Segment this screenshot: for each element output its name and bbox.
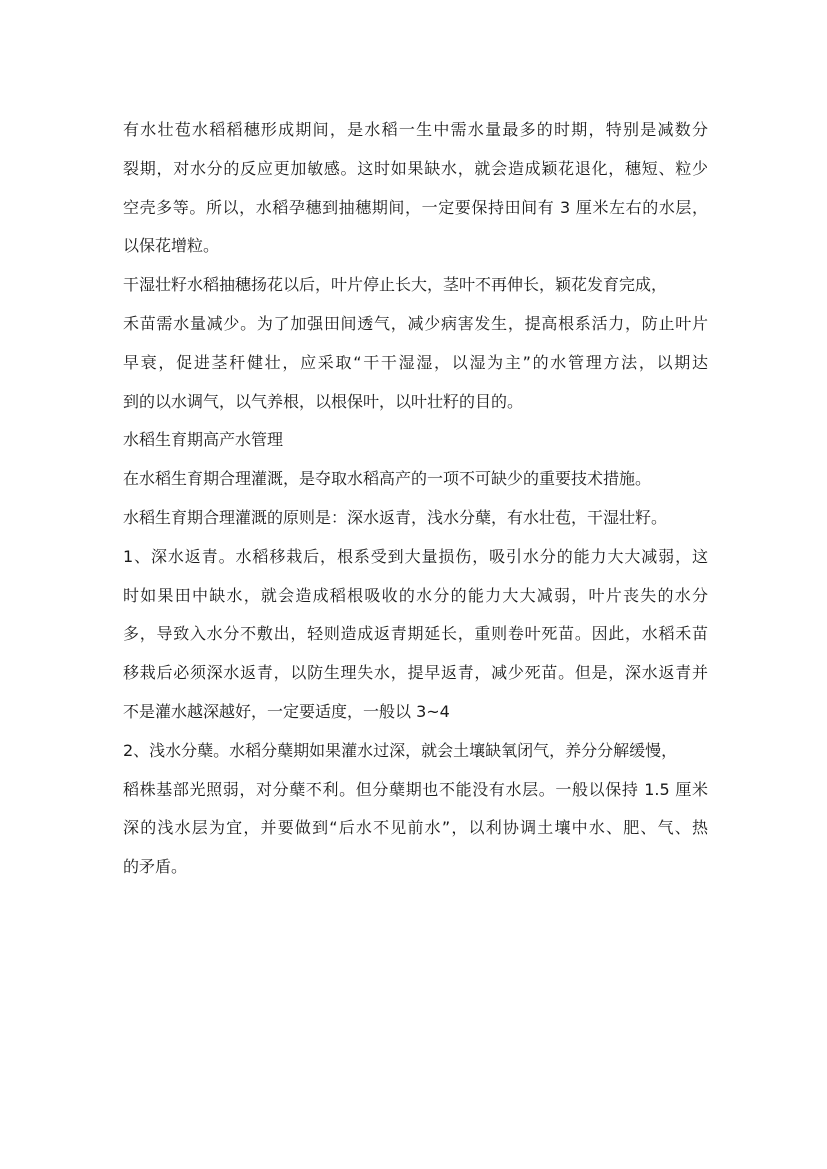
document-body — [123, 116, 708, 892]
text-line: 禾苗需水量减少。为了加强田间透气，减少病害发生，提高根系活力，防止叶片 — [123, 313, 708, 333]
text-line: 的矛盾。 — [123, 857, 188, 877]
text-line: 到的以水调气，以气养根，以根保叶，以叶壮籽的目的。 — [123, 391, 524, 411]
text-line: 有水壮苞水稻稻穗形成期间，是水稻一生中需水量最多的时期，特别是减数分 — [123, 120, 708, 139]
text-line: 水稻生育期合理灌溉的原则是：深水返青，浅水分蘖，有水壮苞，干湿壮籽。 — [123, 507, 668, 527]
text-line: 不是灌水越深越好，一定要适度，一般以 3~4 — [123, 701, 450, 721]
text-line: 以保花增粒。 — [123, 236, 220, 256]
text-line: 移栽后必须深水返青，以防生理失水，提早返青，减少死苗。但是，深水返青并 — [123, 663, 708, 683]
text-line: 稻株基部光照弱，对分蘖不利。但分蘖期也不能没有水层。一般以保持 1.5 厘米 — [123, 779, 708, 799]
section-heading: 水稻生育期高产水管理 — [123, 430, 284, 450]
text-line: 深的浅水层为宜，并要做到“后水不见前水”，以利协调土壤中水、肥、气、热 — [123, 818, 708, 838]
text-line: 2、浅水分蘖。水稻分蘖期如果灌水过深，就会土壤缺氧闭气，养分分解缓慢， — [123, 740, 678, 760]
text-line: 多，导致入水分不敷出，轻则造成返青期延长，重则卷叶死苗。因此，水稻禾苗 — [123, 624, 708, 644]
text-line: 干湿壮籽水稻抽穗扬花以后，叶片停止长大，茎叶不再伸长，颖花发育完成， — [123, 275, 668, 295]
text-line: 1、深水返青。水稻移栽后，根系受到大量损伤，吸引水分的能力大大减弱，这 — [123, 546, 708, 566]
text-line: 空壳多等。所以，水稻孕穗到抽穗期间，一定要保持田间有 3 厘米左右的水层， — [123, 197, 708, 217]
text-line: 裂期，对水分的反应更加敏感。这时如果缺水，就会造成颖花退化，穗短、粒少 — [123, 158, 708, 178]
text-line: 在水稻生育期合理灌溉，是夺取水稻高产的一项不可缺少的重要技术措施。 — [123, 469, 652, 489]
text-line: 时如果田中缺水，就会造成稻根吸收的水分的能力大大减弱，叶片丧失的水分 — [123, 585, 708, 605]
text-line: 早衰，促进茎秆健壮，应采取“干干湿湿，以湿为主”的水管理方法，以期达 — [123, 352, 708, 372]
